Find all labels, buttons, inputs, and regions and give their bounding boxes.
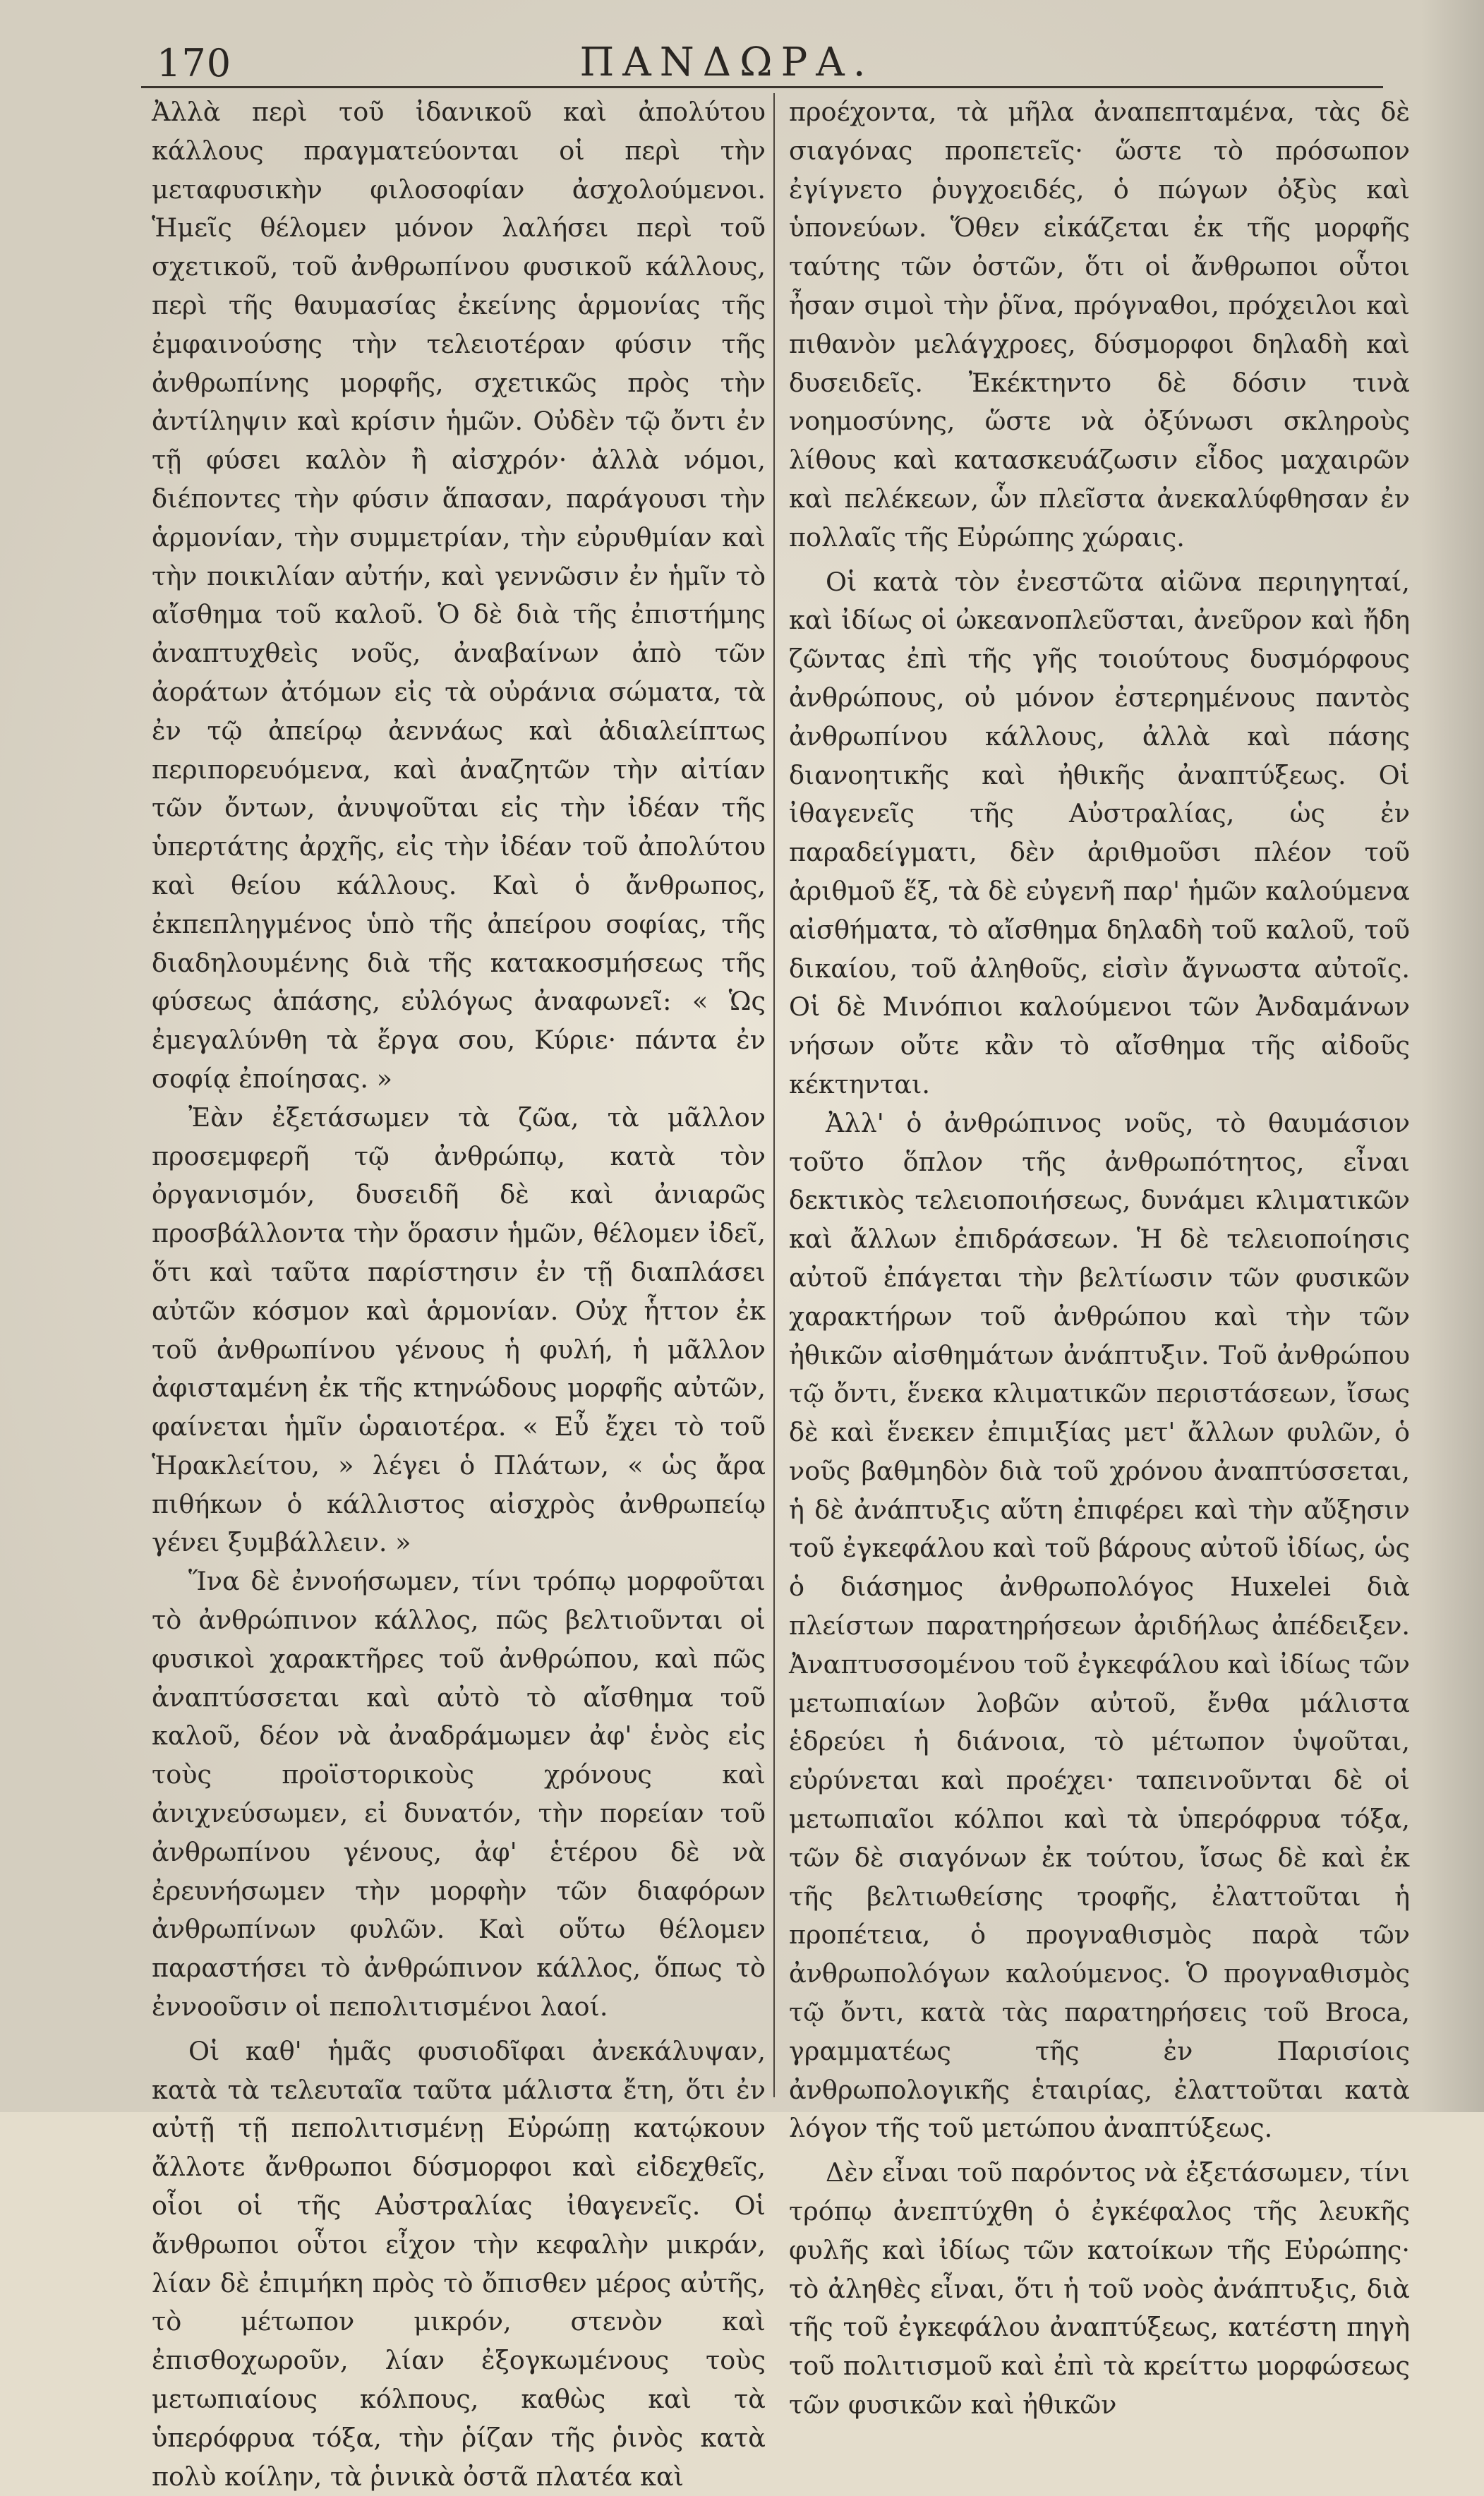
running-title: ΠΑΝΔΩΡΑ. bbox=[579, 40, 874, 85]
paragraph: Ἀλλ' ὁ ἀνθρώπινος νοῦς, τὸ θαυμάσιον τοῦτο ὅπλον τῆς ἀνθρωπότητος, εἶναι δεκτικὸς τελειοποιήσεως, δυνάμει κλιματικῶν καὶ ἄλλων ἐπιδράσεων. Ἡ δὲ τελειοποίησις αὐτοῦ ἐπάγεται τὴν βελτίωσιν τῶν φυσικῶν χαρακτήρων τοῦ ἀνθρώπου καὶ τὴν τῶν ἠθικῶν αἰσθημάτων ἀνάπτυξιν. Τοῦ ἀνθρώπου τῷ ὄντι, ἕνεκα κλιματικῶν περιστάσεων, ἴσως δὲ καὶ ἕνεκεν ἐπιμιξίας μετ' ἄλλων φυλῶν, ὁ νοῦς βαθμηδὸν διὰ τοῦ χρόνου ἀναπτύσσεται, ἡ δὲ ἀνάπτυξις αὕτη ἐπιφέρει καὶ τὴν αὔξησιν τοῦ ἐγκεφάλου καὶ τοῦ βάρους αὐτοῦ ἰδίως, ὡς ὁ διάσημος ἀνθρωπολόγος Huxelei διὰ πλείστων παρατηρήσεων ἀριδήλως ἀπέδειξεν. Ἀναπτυσσομένου τοῦ ἐγκεφάλου καὶ ἰδίως τῶν μετωπιαίων λοβῶν αὐτοῦ, ἔνθα μάλιστα ἑδρεύει ἡ διάνοια, τὸ μέτωπον ὑψοῦται, εὐρύνεται καὶ προέχει· ταπεινοῦνται δὲ οἱ μετωπιαῖοι κόλποι καὶ τὰ ὑπερόφρυα τόξα, τῶν δὲ σιαγόνων ἐκ τούτου, ἴσως δὲ καὶ ἐκ τῆς βελτιωθείσης τροφῆς, ἐλαττοῦται ἡ προπέτεια, ὁ προγναθισμὸς παρὰ τῶν ἀνθρωπολόγων καλούμενος. Ὁ προγναθισμὸς τῷ ὄντι, κατὰ τὰς παρατηρήσεις τοῦ Broca, γραμματέως τῆς ἐν Παρισίοις ἀνθρωπολογικῆς ἑταιρίας, ἐλαττοῦται κατὰ λόγον τῆς τοῦ μετώπου ἀναπτύξεως. bbox=[789, 1107, 1410, 2144]
paragraph: Οἱ κατὰ τὸν ἐνεστῶτα αἰῶνα περιηγηταί, καὶ ἰδίως οἱ ὠκεανοπλεῦσται, ἀνεῦρον καὶ ἤδη ζῶντας ἐπὶ τῆς γῆς τοιούτους δυσμόρφους ἀνθρώπους, οὐ μόνον ἐστερημένους παντὸς ἀνθρωπίνου κάλλους, ἀλλὰ καὶ πάσης διανοητικῆς καὶ ἠθικῆς ἀναπτύξεως. Οἱ ἰθαγενεῖς τῆς Αὐστραλίας, ὡς ἐν παραδείγματι, δὲν ἀριθμοῦσι πλέον τοῦ ἀριθμοῦ ἕξ, τὰ δὲ εὐγενῆ παρ' ἡμῶν καλούμενα αἰσθήματα, τὸ αἴσθημα δηλαδὴ τοῦ καλοῦ, τοῦ δικαίου, τοῦ ἀληθοῦς, εἰσὶν ἄγνωστα αὐτοῖς. Οἱ δὲ Μινόπιοι καλούμενοι τῶν Ἀνδαμάνων νήσων οὔτε κἂν τὸ αἴσθημα τῆς αἰδοῦς κέκτηνται. bbox=[789, 566, 1410, 1099]
paragraph: Οἱ καθ' ἡμᾶς φυσιοδῖφαι ἀνεκάλυψαν, κατὰ τὰ τελευταῖα ταῦτα μάλιστα ἔτη, ὅτι ἐν αὐτῇ τῇ πεπολιτισμένῃ Εὐρώπῃ κατῴκουν ἄλλοτε ἄνθρωποι δύσμορφοι καὶ εἰδεχθεῖς, οἷοι οἱ τῆς Αὐστραλίας ἰθαγενεῖς. Οἱ ἄνθρωποι οὗτοι εἶχον τὴν κεφαλὴν μικράν, λίαν δὲ ἐπιμήκη πρὸς τὸ ὄπισθεν μέρος αὐτῆς, τὸ μέτωπον μικρόν, στενὸν καὶ ἐπισθοχωροῦν, λίαν ἐξογκωμένους τοὺς μετωπιαίους κόλπους, καθὼς καὶ τὰ ὑπερόφρυα τόξα, τὴν ῥίζαν τῆς ῥινὸς κατὰ πολὺ κοίλην, τὰ ῥινικὰ ὀστᾶ πλατέα καὶ bbox=[152, 2035, 766, 2492]
paragraph: προέχοντα, τὰ μῆλα ἀναπεπταμένα, τὰς δὲ σιαγόνας προπετεῖς· ὥστε τὸ πρόσωπον ἐγίγνετο ῥυγχοειδές, ὁ πώγων ὀξὺς καὶ ὑπονεύων. Ὅθεν εἰκάζεται ἐκ τῆς μορφῆς ταύτης τῶν ὀστῶν, ὅτι οἱ ἄνθρωποι οὗτοι ἦσαν σιμοὶ τὴν ῥῖνα, πρόγναθοι, πρόχειλοι καὶ πιθανὸν μελάγχροες, δύσμορφοι δηλαδὴ καὶ δυσειδεῖς. Ἐκέκτηντο δὲ δόσιν τινὰ νοημοσύνης, ὥστε νὰ ὀξύνωσι σκληροὺς λίθους καὶ κατασκευάζωσιν εἶδος μαχαιρῶν καὶ πελέκεων, ὧν πλεῖστα ἀνεκαλύφθησαν ἐν πολλαῖς τῆς Εὐρώπης χώραις. bbox=[789, 97, 1410, 553]
column-divider bbox=[773, 93, 775, 2097]
page-edge-shadow bbox=[1420, 0, 1484, 2112]
header-rule bbox=[141, 86, 1383, 88]
paragraph: Ἵνα δὲ ἐννοήσωμεν, τίνι τρόπῳ μορφοῦται τὸ ἀνθρώπινον κάλλος, πῶς βελτιοῦνται οἱ φυσικοὶ χαρακτῆρες τοῦ ἀνθρώπου, καὶ πῶς ἀναπτύσσεται καὶ αὐτὸ τὸ αἴσθημα τοῦ καλοῦ, δέον νὰ ἀναδράμωμεν ἀφ' ἑνὸς εἰς τοὺς προϊστορικοὺς χρόνους καὶ ἀνιχνεύσωμεν, εἰ δυνατόν, τὴν πορείαν τοῦ ἀνθρωπίνου γένους, ἀφ' ἑτέρου δὲ νὰ ἐρευνήσωμεν τὴν μορφὴν τῶν διαφόρων ἀνθρωπίνων φυλῶν. Καὶ οὕτω θέλομεν παραστήσει τὸ ἀνθρώπινον κάλλος, ὅπως τὸ ἐννοοῦσιν οἱ πεπολιτισμένοι λαοί. bbox=[152, 1566, 766, 2022]
page-number: 170 bbox=[157, 41, 232, 85]
page-header bbox=[141, 31, 1313, 95]
paragraph: Δὲν εἶναι τοῦ παρόντος νὰ ἐξετάσωμεν, τίνι τρόπῳ ἀνεπτύχθη ὁ ἐγκέφαλος τῆς λευκῆς φυλῆς καὶ ἰδίως τῶν κατοίκων τῆς Εὐρώπης· τὸ ἀληθὲς εἶναι, ὅτι ἡ τοῦ νοὸς ἀνάπτυξις, διὰ τῆς τοῦ ἐγκεφάλου ἀναπτύξεως, κατέστη πηγὴ τοῦ πολιτισμοῦ καὶ ἐπὶ τὰ κρείττω μορφώσεως τῶν φυσικῶν καὶ ἠθικῶν bbox=[789, 2157, 1410, 2420]
paragraph: Ἐὰν ἐξετάσωμεν τὰ ζῶα, τὰ μᾶλλον προσεμφερῆ τῷ ἀνθρώπῳ, κατὰ τὸν ὀργανισμόν, δυσειδῆ δὲ καὶ ἀνιαρῶς προσβάλλοντα τὴν ὅρασιν ἡμῶν, θέλομεν ἰδεῖ, ὅτι καὶ ταῦτα παρίστησιν ἐν τῇ διαπλάσει αὐτῶν κόσμον καὶ ἁρμονίαν. Οὐχ ἧττον ἐκ τοῦ ἀνθρωπίνου γένους ἡ φυλή, ἡ μᾶλλον ἀφισταμένη ἐκ τῆς κτηνώδους μορφῆς αὐτῶν, φαίνεται ἡμῖν ὡραιοτέρα. « Εὖ ἔχει τὸ τοῦ Ἡρακλείτου, » λέγει ὁ Πλάτων, « ὡς ἄρα πιθήκων ὁ κάλλιστος αἰσχρὸς ἀνθρωπείῳ γένει ξυμβάλλειν. » bbox=[152, 1102, 766, 1558]
paragraph: Ἀλλὰ περὶ τοῦ ἰδανικοῦ καὶ ἀπολύτου κάλλους πραγματεύονται οἱ περὶ τὴν μεταφυσικὴν φιλοσοφίαν ἀσχολούμενοι. Ἡμεῖς θέλομεν μόνον λαλήσει περὶ τοῦ σχετικοῦ, τοῦ ἀνθρωπίνου φυσικοῦ κάλλους, περὶ τῆς θαυμασίας ἐκείνης ἁρμονίας τῆς ἐμφαινούσης τὴν τελειοτέραν φύσιν τῆς ἀνθρωπίνης μορφῆς, σχετικῶς πρὸς τὴν ἀντίληψιν καὶ κρίσιν ἡμῶν. Οὐδὲν τῷ ὄντι ἐν τῇ φύσει καλὸν ἢ αἰσχρόν· ἀλλὰ νόμοι, διέποντες τὴν φύσιν ἅπασαν, παράγουσι τὴν ἁρμονίαν, τὴν συμμετρίαν, τὴν εὐρυθμίαν καὶ τὴν ποικιλίαν αὐτήν, καὶ γεννῶσιν ἐν ἡμῖν τὸ αἴσθημα τοῦ καλοῦ. Ὁ δὲ διὰ τῆς ἐπιστήμης ἀναπτυχθεὶς νοῦς, ἀναβαίνων ἀπὸ τῶν ἀοράτων ἀτόμων εἰς τὰ οὐράνια σώματα, τὰ ἐν τῷ ἀπείρῳ ἀεννάως καὶ ἀδιαλείπτως περιπορευόμενα, καὶ ἀναζητῶν τὴν αἰτίαν τῶν ὄντων, ἀνυψοῦται εἰς τὴν ἰδέαν τῆς ὑπερτάτης ἀρχῆς, εἰς τὴν ἰδέαν τοῦ ἀπολύτου καὶ θείου κάλλους. Καὶ ὁ ἄνθρωπος, ἐκπεπληγμένος ὑπὸ τῆς ἀπείρου σοφίας, τῆς διαδηλουμένης διὰ τῆς κατακοσμήσεως τῆς φύσεως ἁπάσης, εὐλόγως ἀναφωνεῖ: « Ὡς ἐμεγαλύνθη τὰ ἔργα σου, Κύριε· πάντα ἐν σοφίᾳ ἐποίησας. » bbox=[152, 97, 766, 1094]
right-column bbox=[789, 93, 1410, 2425]
left-column bbox=[152, 93, 766, 2496]
